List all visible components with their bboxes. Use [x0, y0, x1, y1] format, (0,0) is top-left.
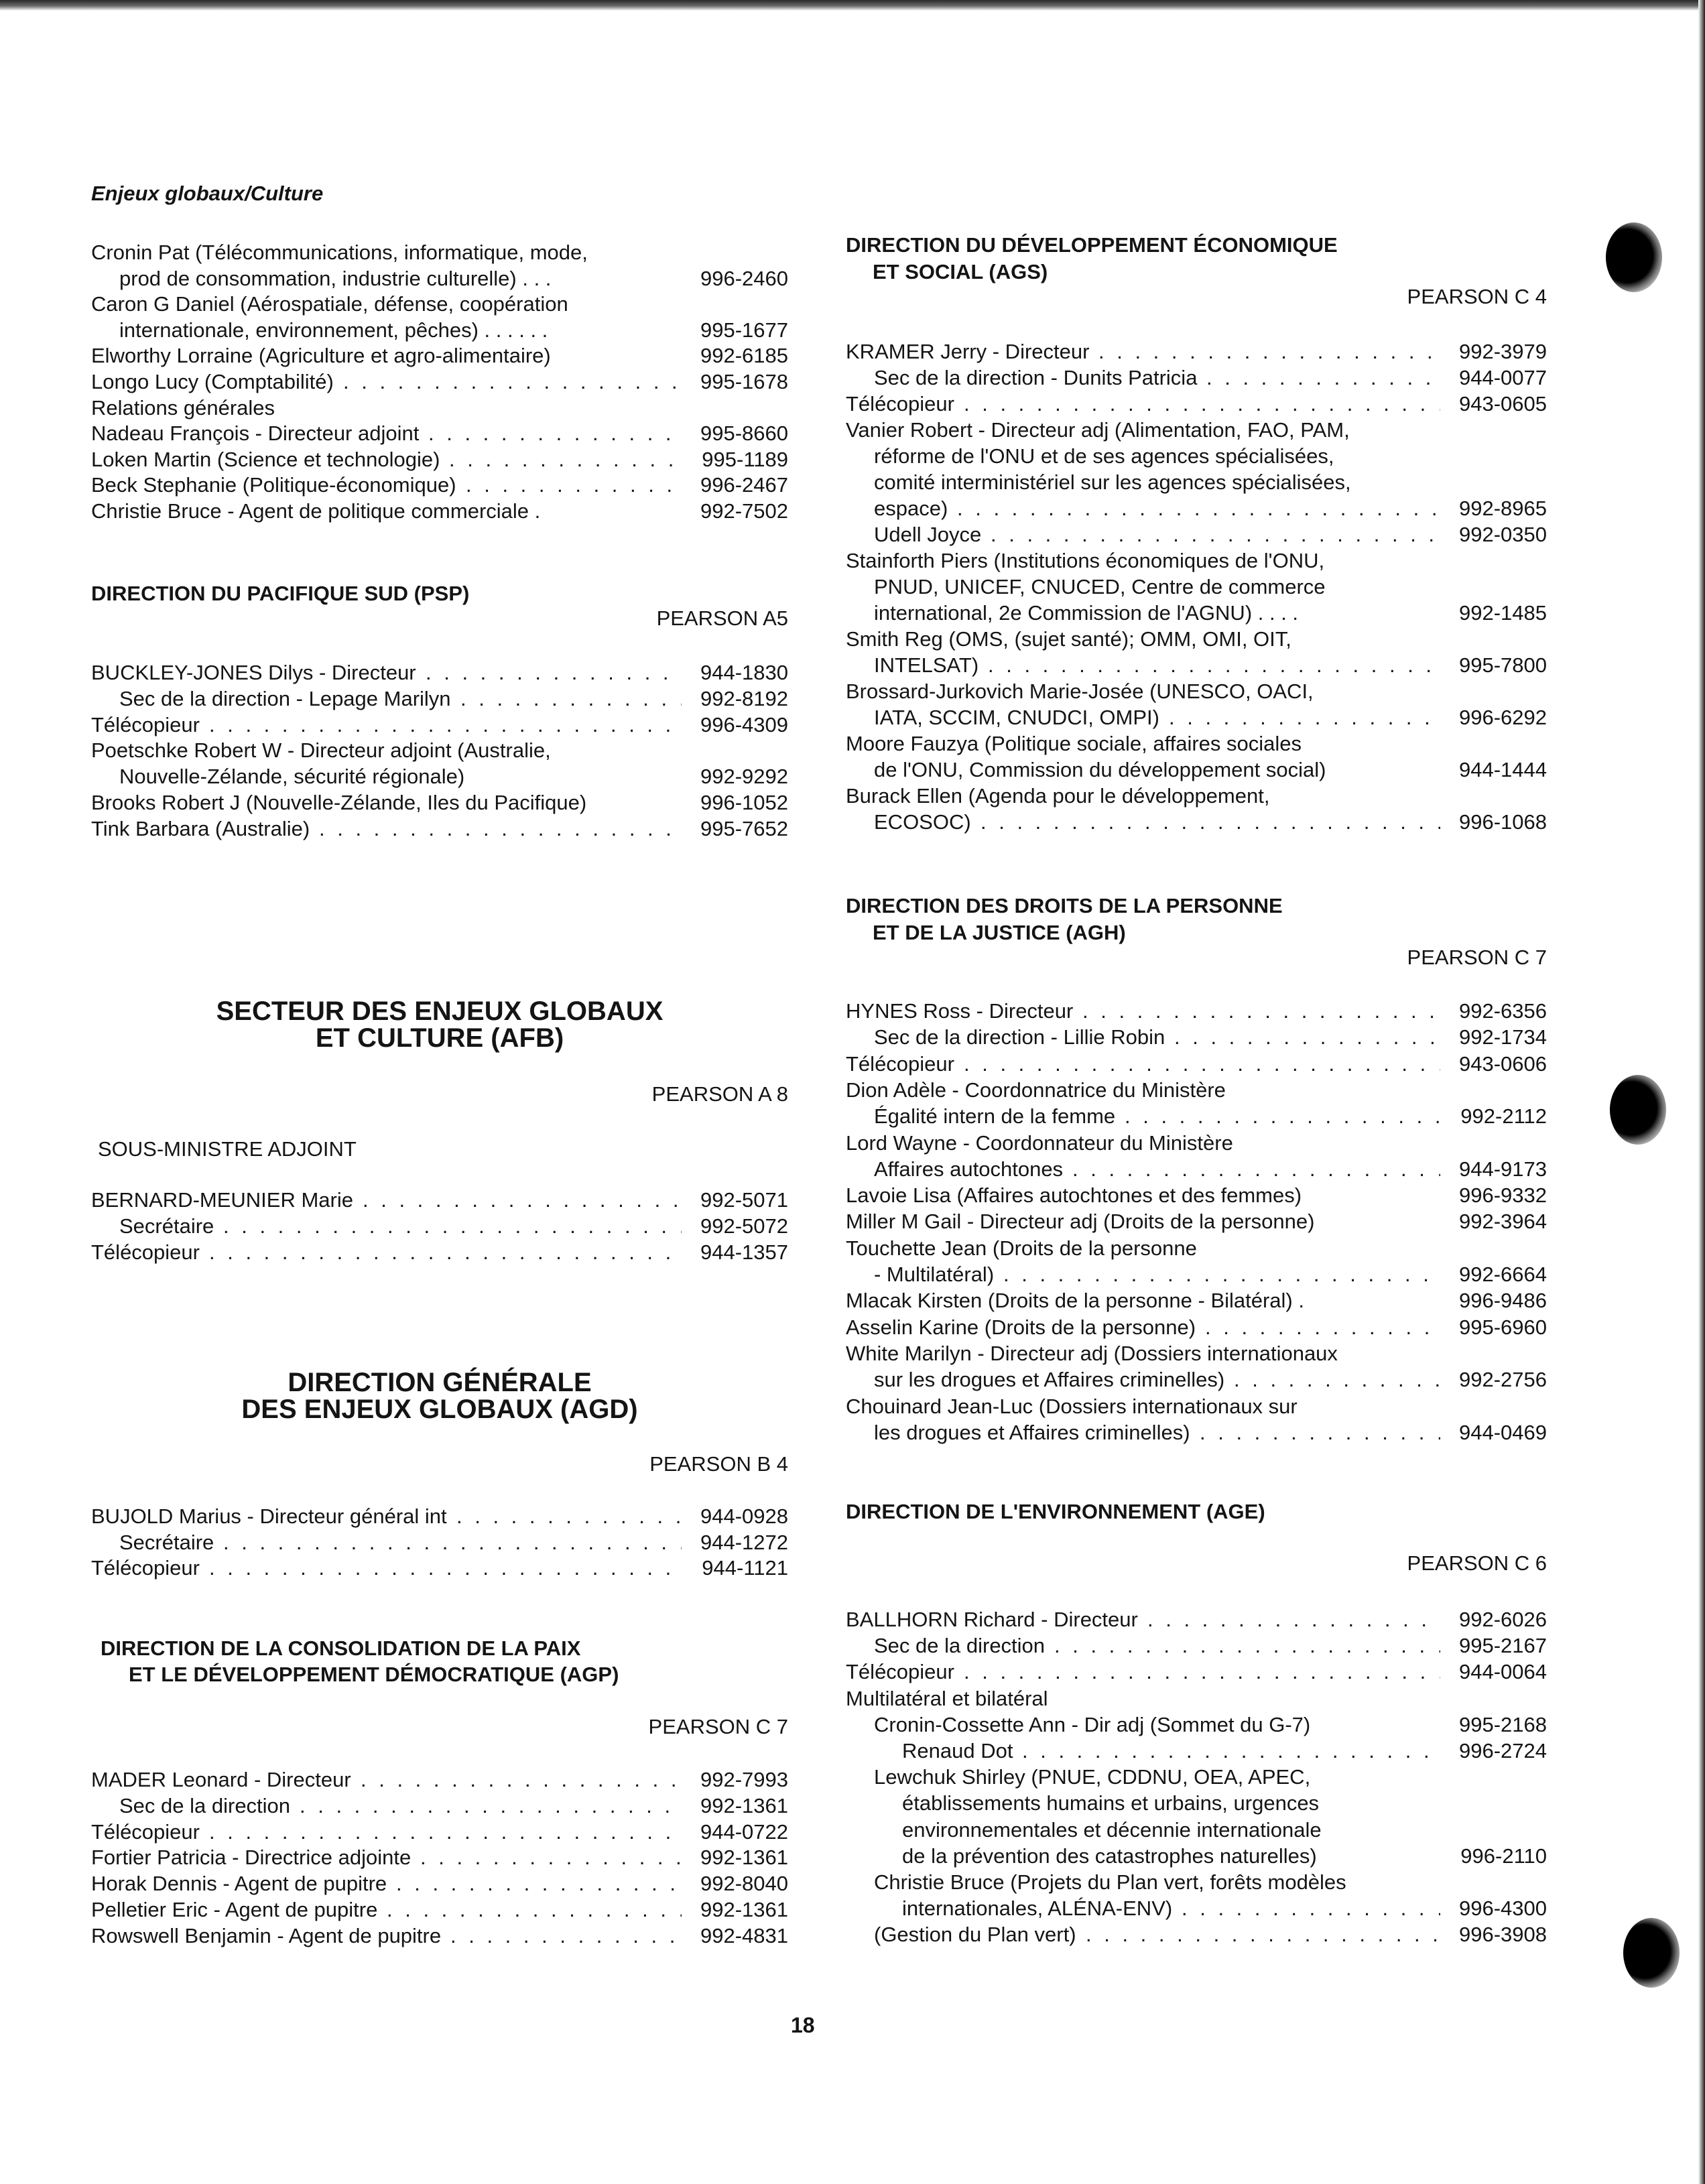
- entry-phone: 992-1361: [700, 1846, 788, 1869]
- entry-label: Multilatéral et bilatéral: [846, 1687, 1048, 1710]
- dot-leader: [1200, 1420, 1440, 1446]
- dot-leader: [223, 1214, 682, 1239]
- entry-label: Vanier Robert - Directeur adj (Alimentation, FAO, PAM,: [846, 418, 1350, 442]
- entry-label: Fortier Patricia - Directrice adjointe: [91, 1846, 412, 1869]
- subheading-sous-ministre: SOUS-MINISTRE ADJOINT: [98, 1137, 357, 1161]
- directory-entry: [846, 548, 1547, 574]
- directory-entry: [874, 1367, 1547, 1393]
- directory-entry: [91, 240, 788, 265]
- directory-entry: [846, 1183, 1547, 1208]
- section-title-afb-line1: SECTEUR DES ENJEUX GLOBAUX: [216, 997, 664, 1026]
- dot-leader: [991, 522, 1440, 548]
- scan-right-edge: [1698, 0, 1705, 2184]
- entry-label: INTELSAT): [874, 653, 979, 677]
- dot-leader: [449, 447, 683, 472]
- directory-entry: [846, 1051, 1547, 1077]
- location-agd: PEARSON B 4: [649, 1452, 788, 1476]
- directory-entry: [902, 1896, 1547, 1921]
- directory-entry: [119, 1214, 788, 1239]
- entry-phone: 992-7993: [700, 1768, 788, 1791]
- directory-entry: [846, 999, 1547, 1024]
- directory-entry: [119, 266, 788, 292]
- entry-phone: 992-1361: [700, 1898, 788, 1921]
- entry-phone: 992-6356: [1458, 999, 1547, 1023]
- entry-label: international, 2e Commission de l'AGNU) . . . .: [874, 601, 1299, 625]
- dot-leader: [964, 1659, 1440, 1685]
- dot-leader: [428, 421, 682, 446]
- directory-entry: [874, 1712, 1547, 1738]
- directory-entry: [902, 1791, 1547, 1816]
- directory-entry: [91, 816, 788, 842]
- punch-hole-top: [1606, 222, 1662, 292]
- directory-entry: [91, 472, 788, 498]
- dot-leader: [1206, 365, 1440, 391]
- entry-label: réforme de l'ONU et de ses agences spécialisées,: [874, 444, 1334, 468]
- entry-phone: 996-4300: [1458, 1897, 1547, 1920]
- entry-phone: 995-6960: [1458, 1315, 1547, 1339]
- entry-phone: 995-1677: [700, 318, 788, 342]
- entry-label: comité interministériel sur les agences spécialisées,: [874, 470, 1351, 494]
- location-psp: PEARSON A5: [656, 606, 788, 630]
- dot-leader: [363, 1187, 682, 1213]
- entry-label: Caron G Daniel (Aérospatiale, défense, coopération: [91, 292, 568, 316]
- directory-entry: [874, 1633, 1547, 1659]
- dot-leader: [1022, 1738, 1440, 1764]
- directory-entry: [91, 343, 788, 369]
- location-agp: PEARSON C 7: [648, 1715, 788, 1738]
- entry-label: KRAMER Jerry - Directeur: [846, 340, 1090, 363]
- entry-phone: 995-1678: [700, 370, 788, 393]
- entry-phone: 996-2110: [1460, 1844, 1547, 1868]
- entry-phone: 995-7800: [1458, 653, 1547, 677]
- entry-label: internationale, environnement, pêches) . . . . . .: [119, 318, 548, 342]
- dot-leader: [387, 1897, 682, 1923]
- entry-label: Renaud Dot: [902, 1739, 1013, 1762]
- section-title-psp: DIRECTION DU PACIFIQUE SUD (PSP): [91, 582, 470, 605]
- entry-phone: 996-1052: [700, 791, 788, 814]
- dot-leader: [988, 653, 1440, 678]
- entry-phone: 992-4831: [700, 1924, 788, 1947]
- entry-label: Télécopieur: [846, 1660, 954, 1683]
- entry-phone: 992-8192: [700, 687, 788, 710]
- entry-label: les drogues et Affaires criminelles): [874, 1421, 1190, 1444]
- directory-entry: [91, 447, 788, 472]
- entry-phone: 944-9173: [1458, 1157, 1547, 1181]
- dot-leader: [1086, 1922, 1440, 1947]
- section-title-ags-line1: DIRECTION DU DÉVELOPPEMENT ÉCONOMIQUE: [846, 233, 1338, 257]
- dot-leader: [343, 369, 682, 395]
- dot-leader: [981, 810, 1440, 835]
- directory-entry: [874, 1870, 1547, 1895]
- directory-entry: [846, 1315, 1547, 1340]
- directory-entry: [846, 391, 1547, 417]
- dot-leader: [1234, 1367, 1440, 1393]
- directory-entry: [846, 1078, 1547, 1103]
- entry-label: sur les drogues et Affaires criminelles): [874, 1368, 1225, 1391]
- entry-label: ECOSOC): [874, 810, 971, 834]
- directory-entry: [846, 731, 1547, 757]
- entry-phone: 992-2112: [1460, 1104, 1547, 1128]
- entry-label: MADER Leonard - Directeur: [91, 1768, 351, 1791]
- directory-entry: [91, 1504, 788, 1529]
- entry-phone: 944-0469: [1458, 1421, 1547, 1444]
- directory-entry: [874, 757, 1547, 783]
- entry-phone: 995-8660: [700, 422, 788, 445]
- directory-entry: [91, 369, 788, 395]
- entry-phone: 996-9486: [1458, 1289, 1547, 1312]
- entry-label: Télécopieur: [91, 1556, 200, 1580]
- dot-leader: [460, 686, 682, 712]
- entry-label: Sec de la direction - Lepage Marilyn: [119, 687, 451, 710]
- dot-leader: [1098, 339, 1440, 365]
- dot-leader: [1147, 1607, 1440, 1632]
- dot-leader: [209, 1555, 683, 1581]
- entry-label: internationales, ALÉNA-ENV): [902, 1897, 1173, 1920]
- entry-phone: 992-5072: [700, 1214, 788, 1238]
- dot-leader: [1182, 1896, 1440, 1921]
- entry-phone: 996-9332: [1458, 1183, 1547, 1207]
- entry-phone: 944-1357: [700, 1240, 788, 1264]
- directory-entry: [91, 738, 788, 763]
- directory-entry: [874, 1262, 1547, 1287]
- directory-entry: [874, 653, 1547, 678]
- directory-entry: [91, 1767, 788, 1793]
- section-title-agd-line1: DIRECTION GÉNÉRALE: [288, 1368, 592, 1397]
- directory-entry: [91, 712, 788, 738]
- punch-hole-middle: [1610, 1075, 1666, 1145]
- entry-label: Sec de la direction: [874, 1634, 1046, 1657]
- entry-phone: 992-6185: [700, 344, 788, 367]
- entry-label: BERNARD-MEUNIER Marie: [91, 1188, 353, 1212]
- entry-phone: 944-1444: [1458, 758, 1547, 781]
- entry-label: Rowswell Benjamin - Agent de pupitre: [91, 1924, 442, 1947]
- entry-label: Smith Reg (OMS, (sujet santé); OMM, OMI, OIT,: [846, 627, 1291, 651]
- page-number: 18: [791, 2013, 815, 2037]
- section-title-agp-line1: DIRECTION DE LA CONSOLIDATION DE LA PAIX: [101, 1636, 581, 1660]
- directory-entry: [91, 1187, 788, 1213]
- directory-entry: [91, 1897, 788, 1923]
- subheading-enjeux-globaux: Enjeux globaux/Culture: [91, 182, 324, 205]
- directory-entry: [874, 1420, 1547, 1446]
- entry-label: Poetschke Robert W - Directeur adjoint (Australie,: [91, 738, 551, 762]
- directory-entry: [846, 1288, 1547, 1313]
- entry-label: de l'ONU, Commission du développement social): [874, 758, 1326, 781]
- entry-phone: 992-8040: [700, 1872, 788, 1895]
- entry-label: Longo Lucy (Comptabilité): [91, 370, 334, 393]
- entry-phone: 996-1068: [1458, 810, 1547, 834]
- dot-leader: [957, 496, 1440, 521]
- entry-label: Secrétaire: [119, 1531, 214, 1554]
- entry-label: prod de consommation, industrie culturelle) . . .: [119, 267, 552, 290]
- section-title-age: DIRECTION DE L'ENVIRONNEMENT (AGE): [846, 1500, 1265, 1523]
- dot-leader: [964, 1051, 1440, 1077]
- entry-phone: 943-0606: [1458, 1052, 1547, 1076]
- entry-phone: 944-1121: [702, 1556, 788, 1580]
- entry-phone: 996-6292: [1458, 706, 1547, 729]
- directory-entry: [874, 705, 1547, 730]
- entry-label: Lord Wayne - Coordonnateur du Ministère: [846, 1131, 1233, 1155]
- entry-phone: 992-8965: [1458, 497, 1547, 520]
- section-title-agh-line2: ET DE LA JUSTICE (AGH): [873, 921, 1126, 944]
- directory-entry: [874, 1157, 1547, 1182]
- dot-leader: [1082, 999, 1440, 1024]
- dot-leader: [1205, 1315, 1440, 1340]
- scan-top-edge: [0, 0, 1705, 11]
- dot-leader: [466, 472, 682, 498]
- directory-entry: [91, 790, 788, 816]
- entry-phone: 992-6664: [1458, 1263, 1547, 1286]
- directory-entry: [846, 783, 1547, 809]
- entry-phone: 992-1734: [1458, 1025, 1547, 1049]
- entry-phone: 995-2168: [1458, 1713, 1547, 1736]
- entry-label: Sec de la direction - Dunits Patricia: [874, 366, 1198, 389]
- directory-entry: [874, 522, 1547, 548]
- entry-label: PNUD, UNICEF, CNUCED, Centre de commerce: [874, 575, 1326, 598]
- dot-leader: [300, 1793, 682, 1819]
- directory-entry: [874, 810, 1547, 835]
- directory-entry: [91, 1819, 788, 1845]
- dot-leader: [361, 1767, 682, 1793]
- entry-phone: 995-7652: [700, 817, 788, 840]
- entry-label: (Gestion du Plan vert): [874, 1923, 1076, 1946]
- entry-label: BUCKLEY-JONES Dilys - Directeur: [91, 661, 416, 684]
- dot-leader: [450, 1923, 682, 1949]
- entry-label: Télécopieur: [846, 392, 954, 415]
- dot-leader: [1072, 1157, 1440, 1182]
- directory-entry: [902, 1817, 1547, 1843]
- entry-label: Mlacak Kirsten (Droits de la personne - Bilatéral) .: [846, 1289, 1304, 1312]
- entry-phone: 944-1272: [700, 1531, 788, 1554]
- entry-label: Télécopieur: [91, 1820, 200, 1844]
- entry-label: Télécopieur: [91, 1240, 200, 1264]
- entry-label: Touchette Jean (Droits de la personne: [846, 1236, 1197, 1260]
- dot-leader: [1054, 1633, 1440, 1659]
- section-title-afb-line2: ET CULTURE (AFB): [315, 1023, 564, 1053]
- entry-label: Dion Adèle - Coordonnatrice du Ministère: [846, 1078, 1226, 1102]
- section-title-agd-line2: DES ENJEUX GLOBAUX (AGD): [241, 1395, 638, 1424]
- entry-phone: 944-0722: [700, 1820, 788, 1844]
- directory-entry: [846, 1394, 1547, 1419]
- entry-phone: 992-7502: [700, 499, 788, 523]
- entry-label: Secrétaire: [119, 1214, 214, 1238]
- directory-entry: [874, 574, 1547, 600]
- entry-label: HYNES Ross - Directeur: [846, 999, 1074, 1023]
- directory-entry: [874, 1764, 1547, 1790]
- entry-phone: 995-1189: [702, 448, 788, 471]
- directory-entry: [119, 1530, 788, 1555]
- directory-entry: [846, 1607, 1547, 1632]
- entry-label: Télécopieur: [846, 1052, 954, 1076]
- entry-label: Moore Fauzya (Politique sociale, affaires sociales: [846, 732, 1302, 755]
- entry-phone: 992-6026: [1458, 1608, 1547, 1631]
- dot-leader: [223, 1530, 682, 1555]
- entry-phone: 944-0064: [1458, 1660, 1547, 1683]
- directory-entry: [846, 339, 1547, 365]
- entry-label: Nouvelle-Zélande, sécurité régionale): [119, 765, 465, 788]
- entry-label: Égalité intern de la femme: [874, 1104, 1116, 1128]
- entry-label: Horak Dennis - Agent de pupitre: [91, 1872, 387, 1895]
- entry-label: Beck Stephanie (Politique-économique): [91, 473, 456, 497]
- entry-label: Sec de la direction - Lillie Robin: [874, 1025, 1165, 1049]
- entry-phone: 996-2467: [700, 473, 788, 497]
- entry-label: Affaires autochtones: [874, 1157, 1064, 1181]
- dot-leader: [1125, 1104, 1442, 1129]
- entry-phone: 995-2167: [1458, 1634, 1547, 1657]
- entry-label: Tink Barbara (Australie): [91, 817, 310, 840]
- directory-entry: [902, 1844, 1547, 1869]
- entry-label: Relations générales: [91, 396, 275, 420]
- entry-label: Lavoie Lisa (Affaires autochtones et des femmes): [846, 1183, 1302, 1207]
- directory-entry: [846, 1236, 1547, 1261]
- entry-phone: 944-1830: [700, 661, 788, 684]
- location-ags: PEARSON C 4: [1407, 285, 1547, 308]
- dot-leader: [1174, 1025, 1440, 1050]
- entry-label: Asselin Karine (Droits de la personne): [846, 1315, 1196, 1339]
- directory-entry: [846, 1341, 1547, 1366]
- entry-phone: 944-0077: [1458, 366, 1547, 389]
- entry-phone: 992-3979: [1458, 340, 1547, 363]
- entry-label: BALLHORN Richard - Directeur: [846, 1608, 1138, 1631]
- directory-entry: [91, 1923, 788, 1949]
- entry-phone: 992-1361: [700, 1794, 788, 1817]
- directory-entry: [119, 1793, 788, 1819]
- section-title-agh-line1: DIRECTION DES DROITS DE LA PERSONNE: [846, 894, 1283, 917]
- directory-entry: [846, 1659, 1547, 1685]
- entry-label: Cronin-Cossette Ann - Dir adj (Sommet du G-7): [874, 1713, 1311, 1736]
- entry-label: Christie Bruce - Agent de politique commerciale .: [91, 499, 541, 523]
- entry-label: Nadeau François - Directeur adjoint: [91, 422, 420, 445]
- dot-leader: [209, 1819, 682, 1845]
- entry-phone: 992-9292: [700, 765, 788, 788]
- entry-phone: 992-1485: [1458, 601, 1547, 625]
- directory-entry: [874, 1922, 1547, 1947]
- dot-leader: [1169, 705, 1440, 730]
- entry-phone: 996-2724: [1458, 1739, 1547, 1762]
- dot-leader: [456, 1504, 682, 1529]
- entry-label: Stainforth Piers (Institutions économiques de l'ONU,: [846, 549, 1325, 572]
- directory-entry: [91, 499, 788, 524]
- dot-leader: [319, 816, 682, 842]
- directory-entry: [119, 318, 788, 343]
- directory-entry: [91, 1845, 788, 1870]
- entry-phone: 996-3908: [1458, 1923, 1547, 1946]
- entry-phone: 996-4309: [700, 713, 788, 736]
- directory-entry: [846, 417, 1547, 443]
- punch-hole-bottom: [1623, 1918, 1680, 1988]
- directory-entry: [874, 1104, 1547, 1129]
- entry-label: White Marilyn - Directeur adj (Dossiers internationaux: [846, 1342, 1338, 1365]
- directory-entry: [902, 1738, 1547, 1764]
- directory-entry: [874, 444, 1547, 469]
- entry-label: environnementales et décennie internationale: [902, 1818, 1322, 1842]
- entry-label: Télécopieur: [91, 713, 200, 736]
- entry-label: Chouinard Jean-Luc (Dossiers internationaux sur: [846, 1395, 1298, 1418]
- entry-label: Loken Martin (Science et technologie): [91, 448, 440, 471]
- dot-leader: [426, 660, 682, 686]
- entry-label: Elworthy Lorraine (Agriculture et agro-alimentaire): [91, 344, 551, 367]
- entry-label: BUJOLD Marius - Directeur général int: [91, 1504, 447, 1528]
- entry-label: Udell Joyce: [874, 523, 982, 546]
- entry-label: espace): [874, 497, 948, 520]
- section-title-agp-line2: ET LE DÉVELOPPEMENT DÉMOCRATIQUE (AGP): [129, 1663, 619, 1686]
- directory-entry: [874, 1025, 1547, 1050]
- dot-leader: [964, 391, 1440, 417]
- dot-leader: [209, 712, 682, 738]
- entry-label: Brossard-Jurkovich Marie-Josée (UNESCO, OACI,: [846, 680, 1314, 703]
- directory-entry: [119, 764, 788, 789]
- directory-entry: [874, 470, 1547, 495]
- entry-label: Burack Ellen (Agenda pour le développement,: [846, 784, 1270, 808]
- directory-entry: [846, 1209, 1547, 1234]
- entry-label: Pelletier Eric - Agent de pupitre: [91, 1898, 378, 1921]
- entry-label: Brooks Robert J (Nouvelle-Zélande, Iles du Pacifique): [91, 791, 587, 814]
- entry-phone: 992-3964: [1458, 1210, 1547, 1233]
- entry-label: - Multilatéral): [874, 1263, 995, 1286]
- entry-label: IATA, SCCIM, CNUDCI, OMPI): [874, 706, 1159, 729]
- entry-label: Miller M Gail - Directeur adj (Droits de la personne): [846, 1210, 1315, 1233]
- entry-phone: 992-0350: [1458, 523, 1547, 546]
- directory-entry: [119, 686, 788, 712]
- directory-entry: [91, 1555, 788, 1581]
- directory-entry: [91, 1240, 788, 1265]
- directory-entry: [846, 1686, 1547, 1712]
- dot-leader: [1003, 1262, 1440, 1287]
- entry-label: Lewchuk Shirley (PNUE, CDDNU, OEA, APEC,: [874, 1765, 1311, 1789]
- directory-entry: [91, 395, 788, 421]
- entry-phone: 996-2460: [700, 267, 788, 290]
- section-title-ags-line2: ET SOCIAL (AGS): [873, 260, 1048, 283]
- entry-label: Sec de la direction: [119, 1794, 291, 1817]
- entry-phone: 943-0605: [1458, 392, 1547, 415]
- location-agh: PEARSON C 7: [1407, 946, 1547, 969]
- entry-phone: 992-5071: [700, 1188, 788, 1212]
- location-age: PEARSON C 6: [1407, 1551, 1547, 1575]
- entry-label: Christie Bruce (Projets du Plan vert, forêts modèles: [874, 1870, 1346, 1894]
- directory-entry: [91, 292, 788, 317]
- directory-entry: [846, 627, 1547, 652]
- directory-entry: [846, 1131, 1547, 1156]
- entry-phone: 992-2756: [1458, 1368, 1547, 1391]
- directory-entry: [874, 496, 1547, 521]
- directory-entry: [91, 1871, 788, 1897]
- directory-entry: [91, 660, 788, 686]
- dot-leader: [420, 1845, 682, 1870]
- directory-entry: [874, 600, 1547, 626]
- directory-entry: [91, 421, 788, 446]
- entry-label: de la prévention des catastrophes naturelles): [902, 1844, 1317, 1868]
- directory-entry: [846, 679, 1547, 704]
- dot-leader: [209, 1240, 682, 1265]
- directory-entry: [874, 365, 1547, 391]
- entry-label: Cronin Pat (Télécommunications, informatique, mode,: [91, 241, 588, 264]
- location-afb: PEARSON A 8: [651, 1082, 788, 1106]
- dot-leader: [396, 1871, 682, 1897]
- entry-label: établissements humains et urbains, urgences: [902, 1791, 1320, 1815]
- entry-phone: 944-0928: [700, 1504, 788, 1528]
